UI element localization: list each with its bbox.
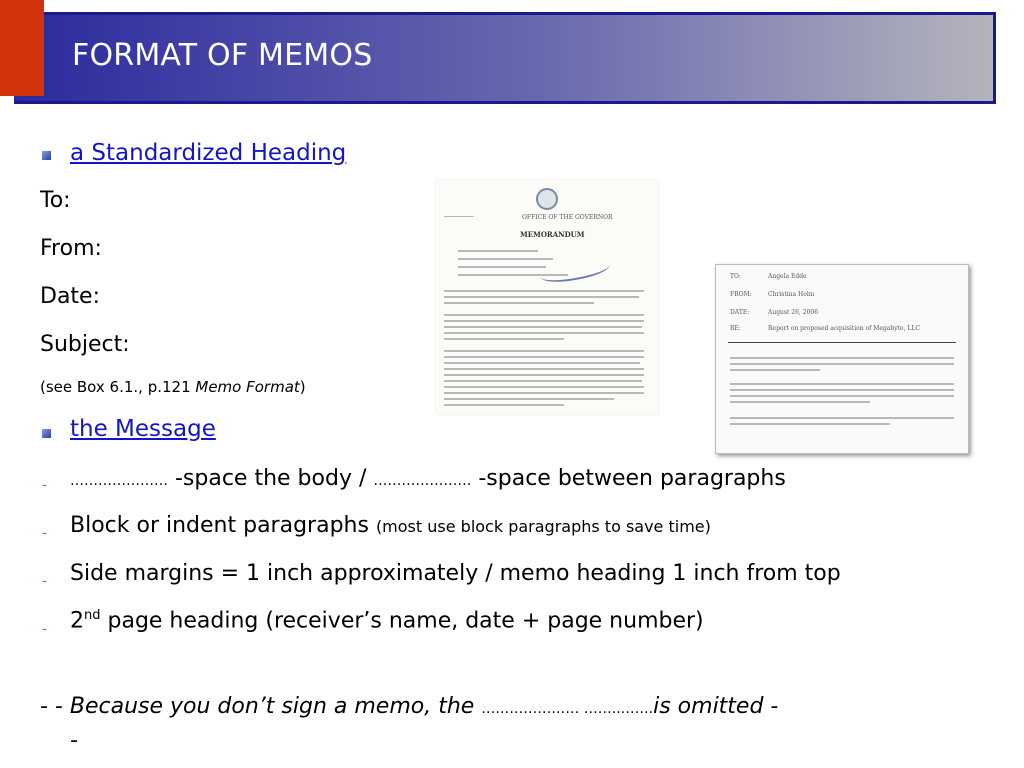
dash-icon: - [42, 622, 47, 637]
bullet-icon [42, 429, 51, 438]
closing-line: - - Because you don’t sign a memo, the ………………… ……..…….is omitted - [40, 694, 779, 719]
point-margins: Side margins = 1 inch approximately / memo heading 1 inch from top [70, 561, 841, 586]
memo-image-report [715, 264, 969, 454]
memo2-value-re: Report on proposed acquisition of Megabyte, LLC [768, 325, 920, 332]
memo1-title: MEMORANDUM [520, 230, 585, 239]
memo2-label-to: TO: [730, 273, 741, 280]
point-block-indent: Block or indent paragraphs (most use block paragraphs to save time) [70, 513, 711, 538]
field-date: Date: [40, 284, 100, 309]
title-accent [0, 0, 44, 96]
memo2-value-to: Angela Edde [768, 273, 807, 280]
reference-note: (see Box 6.1., p.121 Memo Format) [40, 378, 306, 396]
signature-icon [539, 256, 611, 286]
dash-icon: - [42, 526, 47, 541]
field-from: From: [40, 236, 102, 261]
dash-icon: - [42, 574, 47, 589]
closing-line-end: - [70, 728, 78, 753]
field-subject: Subject: [40, 332, 130, 357]
bullet-icon [42, 151, 51, 160]
memo2-value-date: August 26, 2006 [768, 309, 819, 316]
field-to: To: [40, 188, 71, 213]
message-link[interactable]: the Message [70, 416, 216, 442]
point-second-page: 2nd page heading (receiver’s name, date + page number) [70, 608, 704, 634]
dash-icon: - [42, 478, 47, 493]
memo1-header: OFFICE OF THE GOVERNOR [522, 214, 613, 221]
memo2-label-from: FROM: [730, 291, 752, 298]
memo2-label-date: DATE: [730, 309, 750, 316]
standardized-heading-link[interactable]: a Standardized Heading [70, 140, 347, 166]
memo2-label-re: RE: [730, 325, 741, 332]
seal-icon [536, 188, 558, 210]
memo-image-governor [436, 180, 658, 414]
memo2-value-from: Christina Holm [768, 291, 815, 298]
memo2-divider [728, 342, 956, 343]
slide-title: FORMAT OF MEMOS [72, 38, 373, 73]
point-spacing: ………………… -space the body / ………………… -space between paragraphs [70, 466, 786, 491]
